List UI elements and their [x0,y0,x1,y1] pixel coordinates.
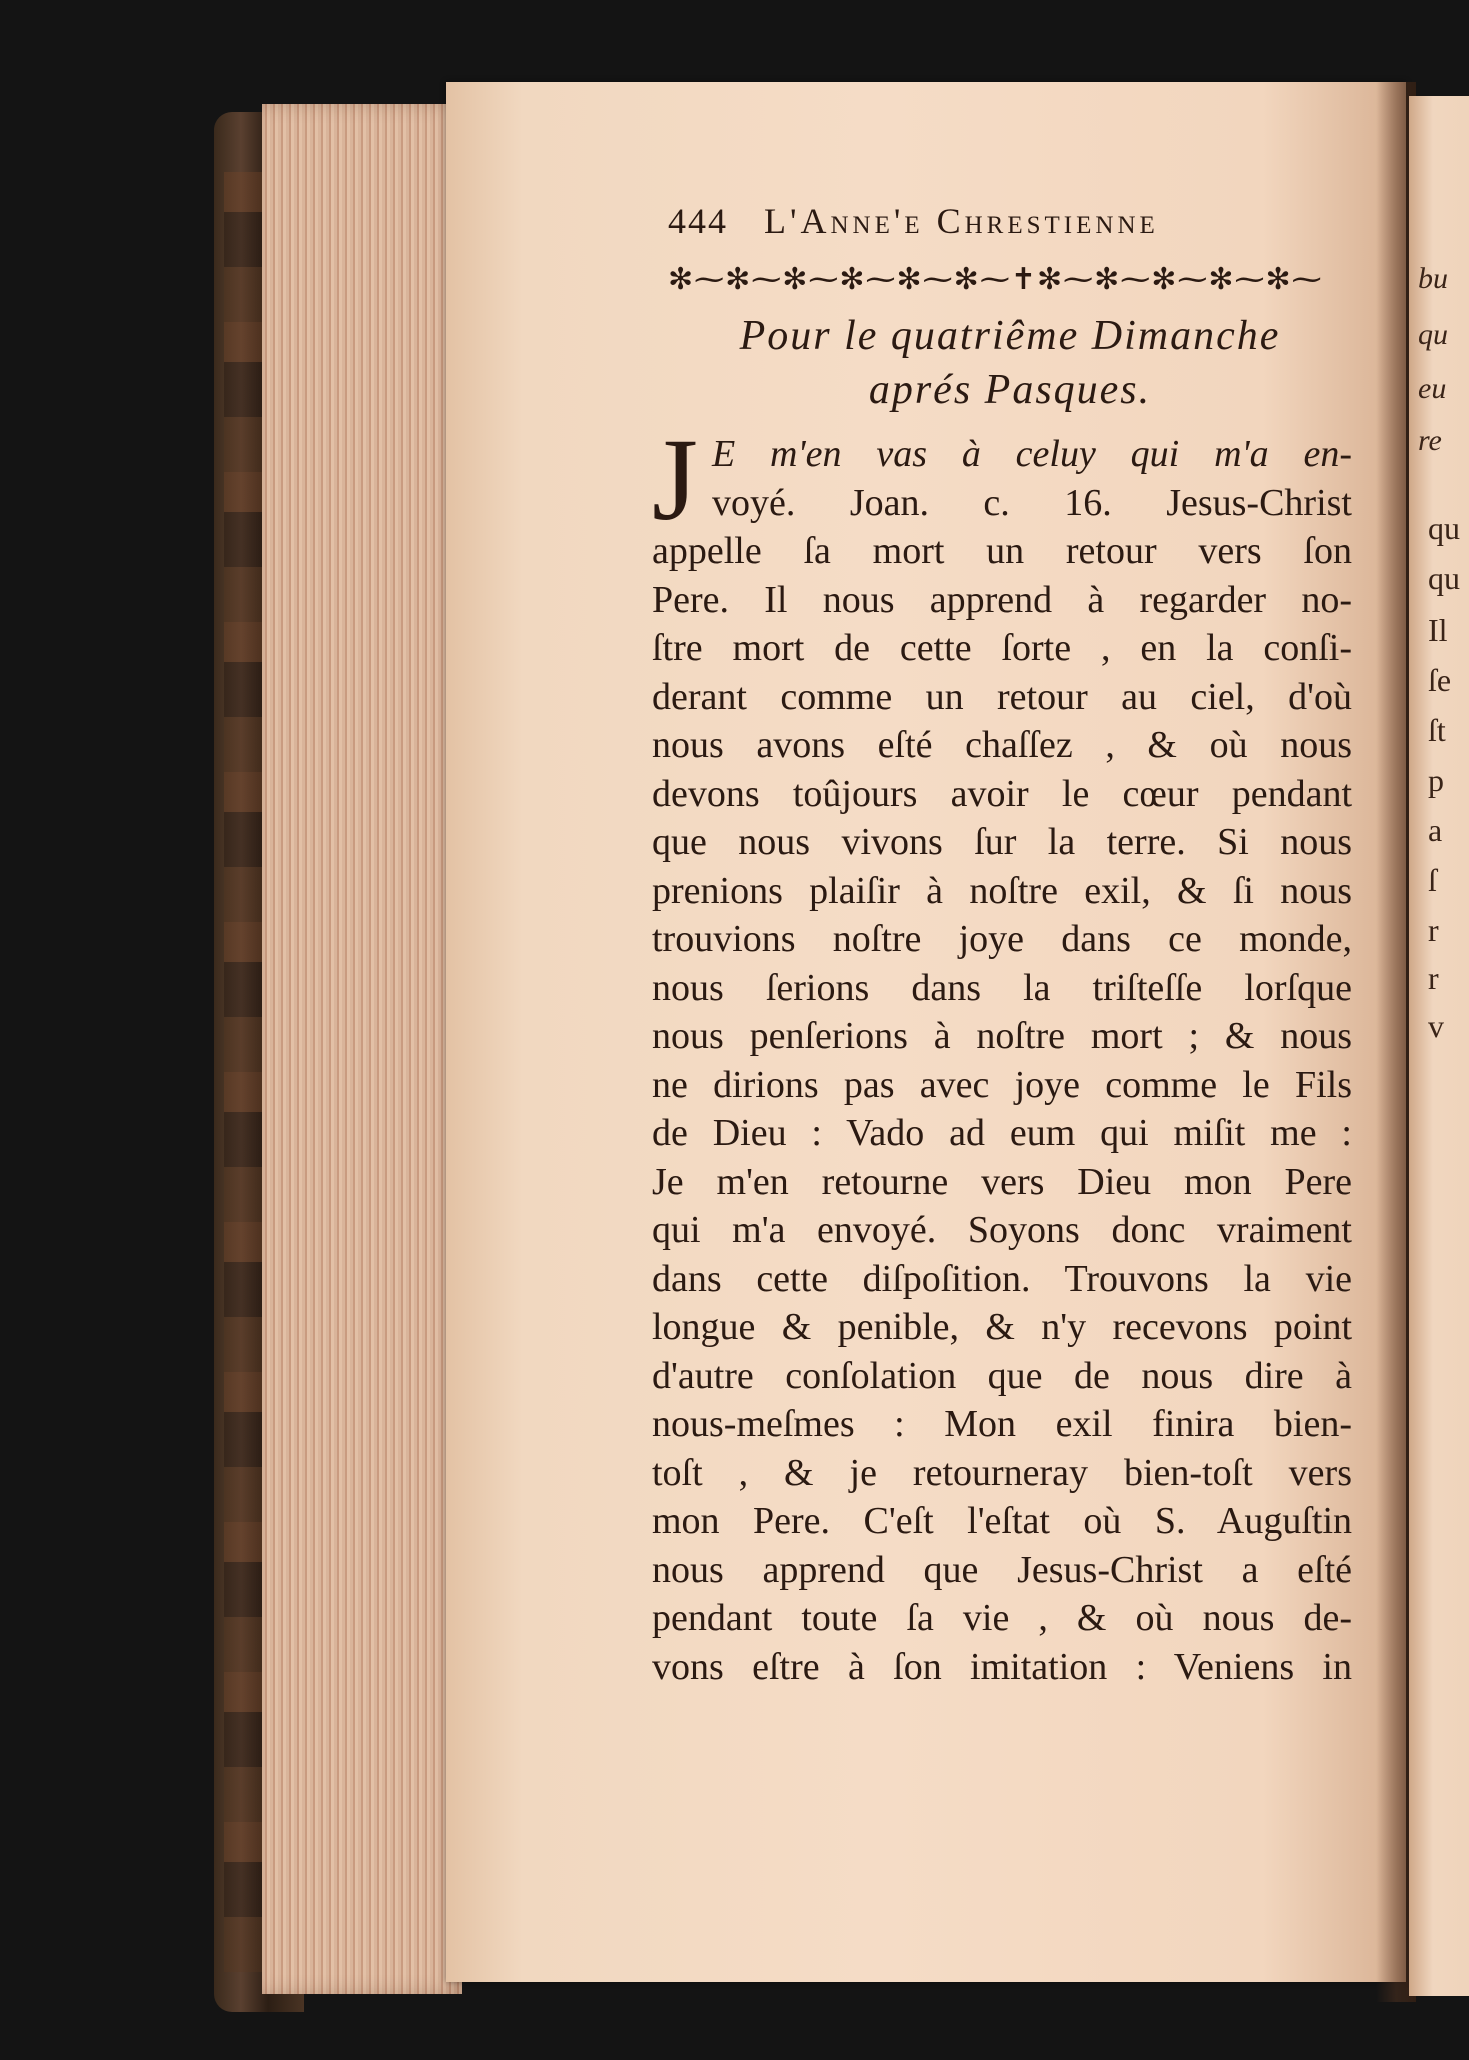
text-line: nous-meſmes : Mon exil finira bien- [652,1403,1352,1445]
text-line: appelle ſa mort un retour vers ſon [652,530,1352,572]
right-page-fragment: bu [1418,262,1448,295]
text-line: devons toûjours avoir le cœur pendant [652,772,1352,815]
text-line: Je m'en retourne vers Dieu mon Pere [652,1160,1352,1203]
right-page-fragment: v [1428,1008,1444,1044]
text-line: toſt , & je retourneray bien-toſt vers [652,1451,1352,1494]
text-line: d'autre conſolation que de nous dire à [652,1354,1352,1397]
text-line: voyé. Joan. c. 16. Jesus-Christ [712,481,1352,524]
text-line: qui m'a envoyé. Soyons donc vraiment [652,1209,1352,1251]
text-line: que nous vivons ſur la terre. Si nous [652,821,1352,863]
drop-capital: J [652,414,698,545]
right-page-fragment: qu [1428,510,1460,546]
right-page-fragment: re [1418,424,1442,457]
right-page-fragment: Il [1428,612,1448,648]
text-line: derant comme un retour au ciel, d'où [652,675,1352,718]
text-line: ne dirions pas avec joye comme le Fils [652,1063,1352,1106]
right-page-fragment: ſ [1428,862,1437,898]
page-edges [262,104,462,1994]
text-line: trouvions noſtre joye dans ce monde, [652,918,1352,960]
ornament-band: ✻⁓✻⁓✻⁓✻⁓✻⁓✻⁓✝✻⁓✻⁓✻⁓✻⁓✻⁓ [668,263,1323,296]
section-title-line-1: Pour le quatriême Dimanche [739,313,1281,359]
right-page-fragment: r [1428,960,1439,996]
right-page-fragment: a [1428,812,1443,848]
running-title: L'Anne'e Chrestienne [764,201,1159,241]
text-line: Pere. Il nous apprend à regarder no- [652,578,1352,621]
text-line: nous apprend que Jesus-Christ a eſté [652,1548,1352,1591]
right-page-fragment: qu [1418,318,1448,351]
text-line: vons eſtre à ſon imitation : Veniens in [652,1645,1352,1688]
right-page-fragment: ſe [1428,662,1452,698]
text-line: nous ſerions dans la triſteſſe lorſque [652,966,1352,1009]
text-line: nous penſerions à noſtre mort ; & nous [652,1015,1352,1057]
section-title-line-2: aprés Pasques. [868,367,1152,413]
running-header [668,196,1308,246]
text-line: de Dieu : Vado ad eum qui miſit me : [652,1112,1352,1154]
text-line: pendant toute ſa vie , & où nous de- [652,1597,1352,1639]
text-line: mon Pere. C'eſt l'eſtat où S. Auguſtin [652,1500,1352,1542]
text-line: E m'en vas à celuy qui m'a en- [712,433,1352,475]
right-page-fragment: eu [1418,372,1447,405]
right-page-fragment: ſt [1428,712,1446,748]
right-page-fragment: r [1428,912,1439,948]
text-line: prenions plaiſir à noſtre exil, & ſi nous [652,869,1352,912]
text-line: dans cette diſpoſition. Trouvons la vie [652,1257,1352,1300]
right-page-fragment: qu [1428,560,1460,596]
text-line: longue & penible, & n'y recevons point [652,1306,1352,1348]
right-page-fragment: p [1428,762,1444,798]
text-line: ſtre mort de cette ſorte , en la conſi- [652,627,1352,669]
body-text [652,414,1352,1691]
page-number: 444 [668,201,728,241]
text-line: nous avons eſté chaſſez , & où nous [652,724,1352,766]
